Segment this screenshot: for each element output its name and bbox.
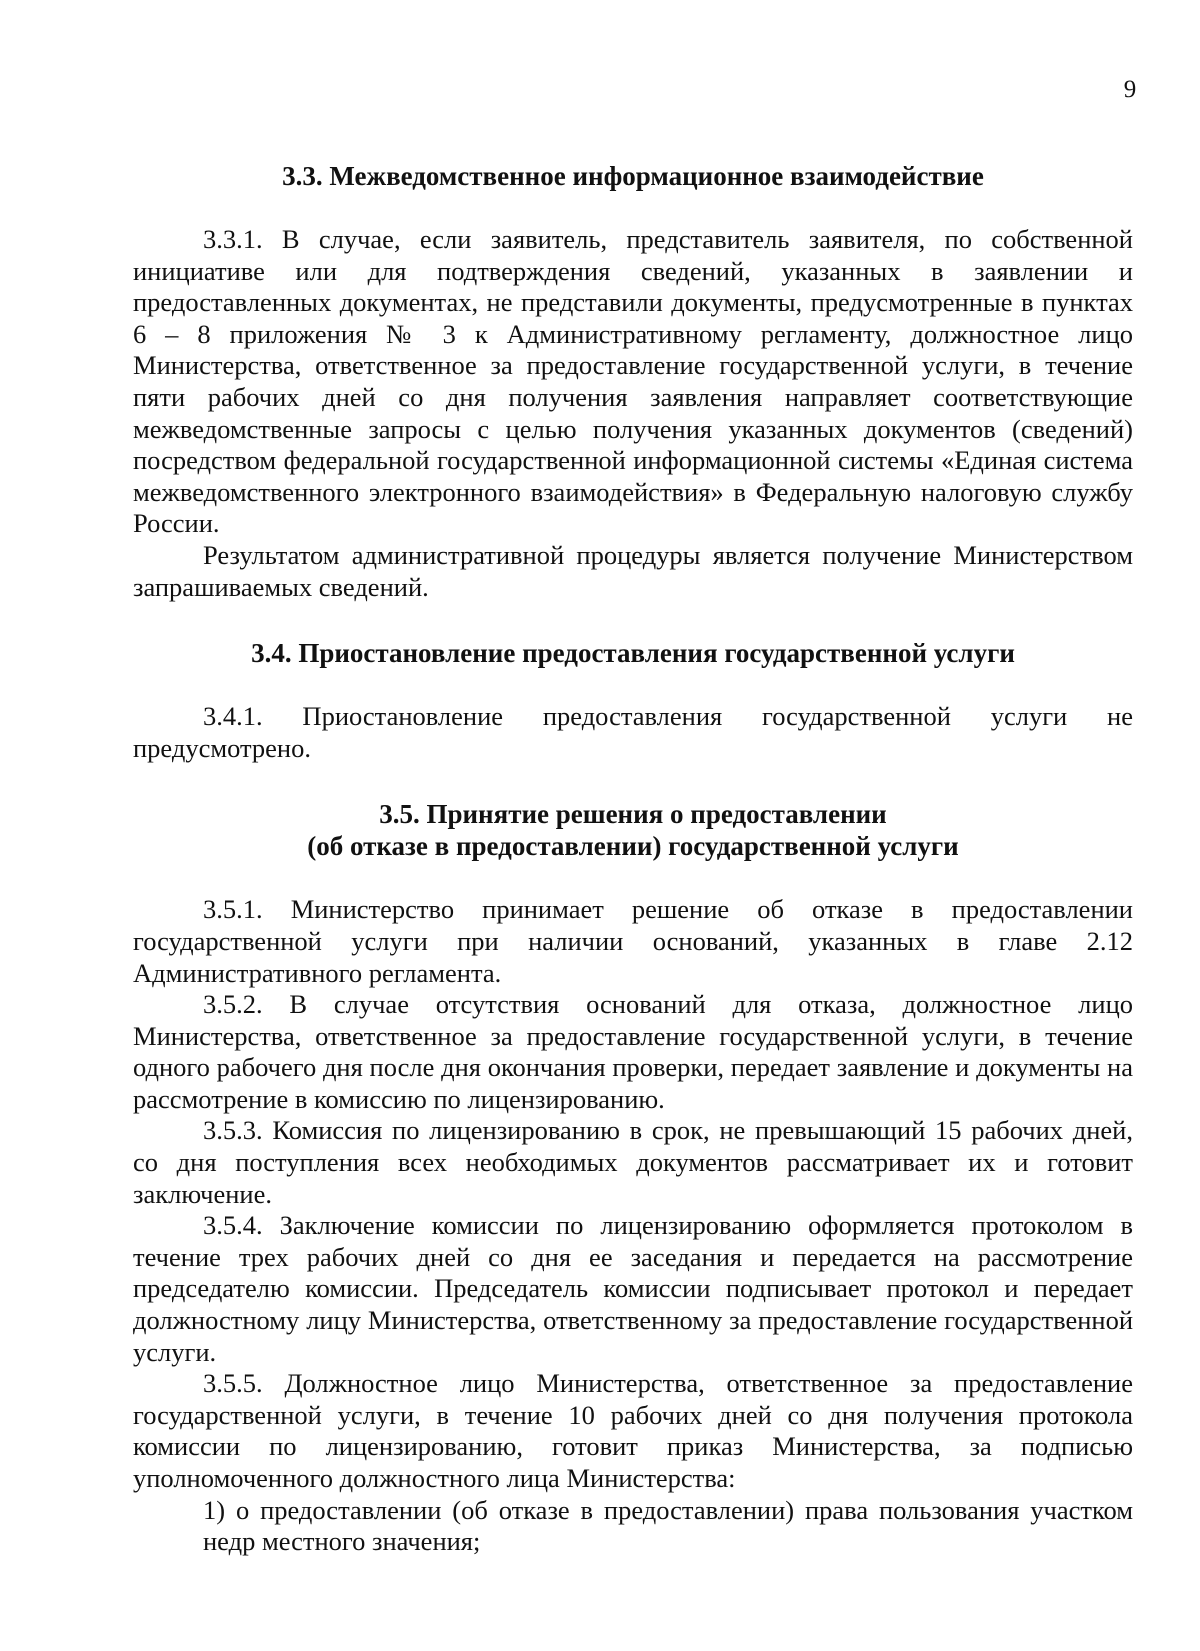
section-heading-3-5-line-2: (об отказе в предоставлении) государственной услуги	[307, 831, 959, 862]
page-content	[133, 160, 1133, 1558]
section-heading-3-5-line-1: 3.5. Принятие решения о предоставлении	[379, 799, 887, 830]
paragraph-3-3-result: Результатом административной процедуры является получение Министерством запрашиваемых сведений.	[133, 539, 1133, 602]
page-number: 9	[1123, 76, 1137, 103]
section-heading-3-3: 3.3. Межведомственное информационное взаимодействие	[282, 161, 984, 191]
paragraph-3-5-5: 3.5.5. Должностное лицо Министерства, ответственное за предоставление государственной услуги, в течение 10 рабочих дней со дня получения протокола комиссии по лицензированию, готовит приказ Министерства, за подписью уполномоченного должностного лица Министерства:	[133, 1368, 1133, 1493]
list-item-1: 1) о предоставлении (об отказе в предоставлении) права пользования участком недр местного значения;	[203, 1494, 1133, 1557]
paragraph-3-5-1: 3.5.1. Министерство принимает решение об отказе в предоставлении государственной услуги при наличии оснований, указанных в главе 2.12 Административного регламента.	[133, 894, 1133, 988]
section-heading-3-4: 3.4. Приостановление предоставления государственной услуги	[251, 638, 1015, 669]
paragraph-3-4-1: 3.4.1. Приостановление предоставления государственной услуги не предусмотрено.	[133, 701, 1133, 763]
paragraph-3-5-3: 3.5.3. Комиссия по лицензированию в срок, не превышающий 15 рабочих дней, со дня поступления всех необходимых документов рассматривает их и готовит заключение.	[133, 1115, 1133, 1209]
section-heading-3-5	[133, 798, 1133, 862]
paragraph-3-3-1: 3.3.1. В случае, если заявитель, представитель заявителя, по собственной инициативе или для подтверждения сведений, указанных в заявлении и предоставленных документах, не представили документы, предусмотренные в пунктах 6 – 8 приложения № 3 к Административному регламенту, должностное лицо Министерства, ответственное за предоставление государственной услуги, в течение пяти рабочих дней со дня получения заявления направляет соответствующие межведомственные запросы с целью получения указанных документов (сведений) посредством федеральной государственной информационной системы «Единая система межведомственного электронного взаимодействия» в Федеральную налоговую службу России.	[133, 224, 1133, 539]
paragraph-3-5-4: 3.5.4. Заключение комиссии по лицензированию оформляется протоколом в течение трех рабочих дней со дня ее заседания и передается на рассмотрение председателю комиссии. Председатель комиссии подписывает протокол и передает должностному лицу Министерства, ответственному за предоставление государственной услуги.	[133, 1210, 1133, 1367]
paragraph-3-5-2: 3.5.2. В случае отсутствия оснований для отказа, должностное лицо Министерства, ответственное за предоставление государственной услуги, в течение одного рабочего дня после дня окончания проверки, передает заявление и документы на рассмотрение в комиссию по лицензированию.	[133, 989, 1133, 1114]
